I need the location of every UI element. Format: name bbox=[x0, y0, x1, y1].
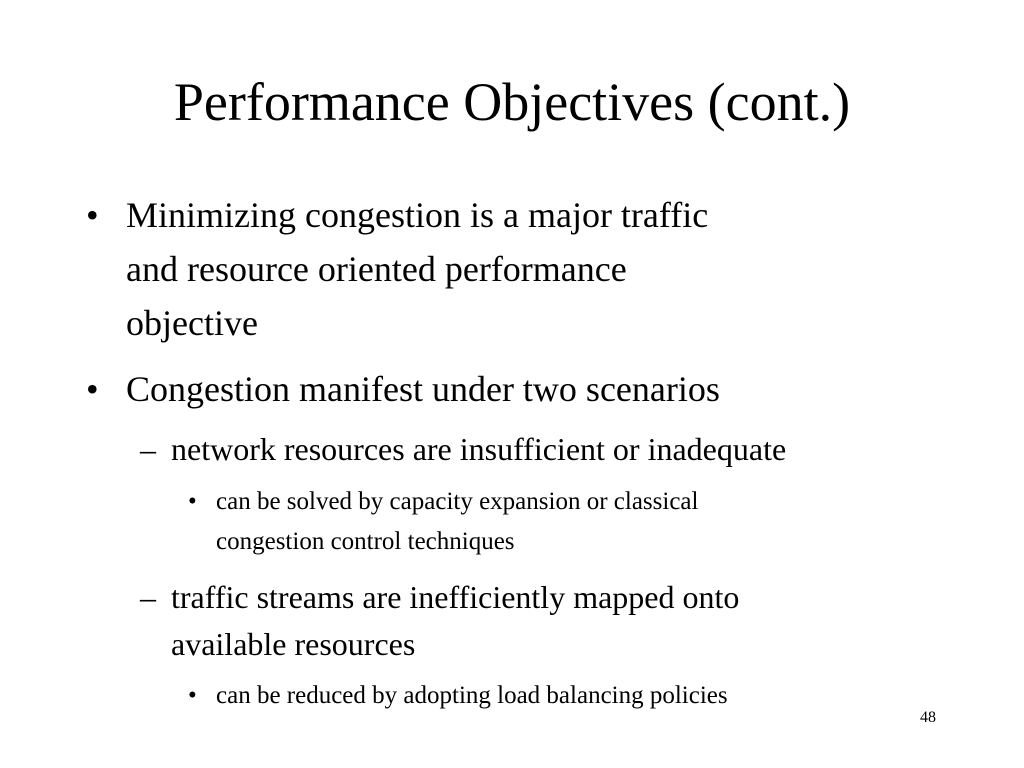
bullet-line: available resources bbox=[171, 626, 416, 662]
subsubbullet-load-balancing bbox=[188, 676, 728, 716]
bullet-congestion-scenarios bbox=[86, 362, 720, 416]
bullet-line: Minimizing congestion is a major traffic bbox=[126, 195, 709, 235]
bullet-line: traffic streams are inefficiently mapped onto bbox=[171, 579, 740, 615]
dash-marker: – bbox=[140, 579, 156, 615]
bullet-line: congestion control techniques bbox=[216, 528, 515, 555]
bullet-marker: • bbox=[86, 195, 99, 235]
subbullet-network-resources bbox=[140, 426, 786, 473]
bullet-line: objective bbox=[126, 303, 258, 343]
dash-marker: – bbox=[140, 431, 156, 467]
bullet-line: network resources are insufficient or inadequate bbox=[171, 431, 787, 467]
bullet-marker: • bbox=[188, 488, 197, 515]
bullet-line: can be solved by capacity expansion or classical bbox=[216, 488, 699, 515]
subbullet-traffic-streams bbox=[140, 574, 739, 668]
slide-number: 48 bbox=[920, 709, 936, 726]
bullet-marker: • bbox=[188, 682, 197, 709]
subsubbullet-capacity-expansion bbox=[188, 482, 698, 562]
bullet-line: Congestion manifest under two scenarios bbox=[126, 369, 720, 409]
bullet-marker: • bbox=[86, 369, 99, 409]
bullet-line: and resource oriented performance bbox=[126, 249, 627, 289]
slide-title: Performance Objectives (cont.) bbox=[173, 72, 851, 132]
bullet-minimizing-congestion bbox=[86, 188, 708, 350]
bullet-line: can be reduced by adopting load balancing policies bbox=[216, 682, 728, 709]
